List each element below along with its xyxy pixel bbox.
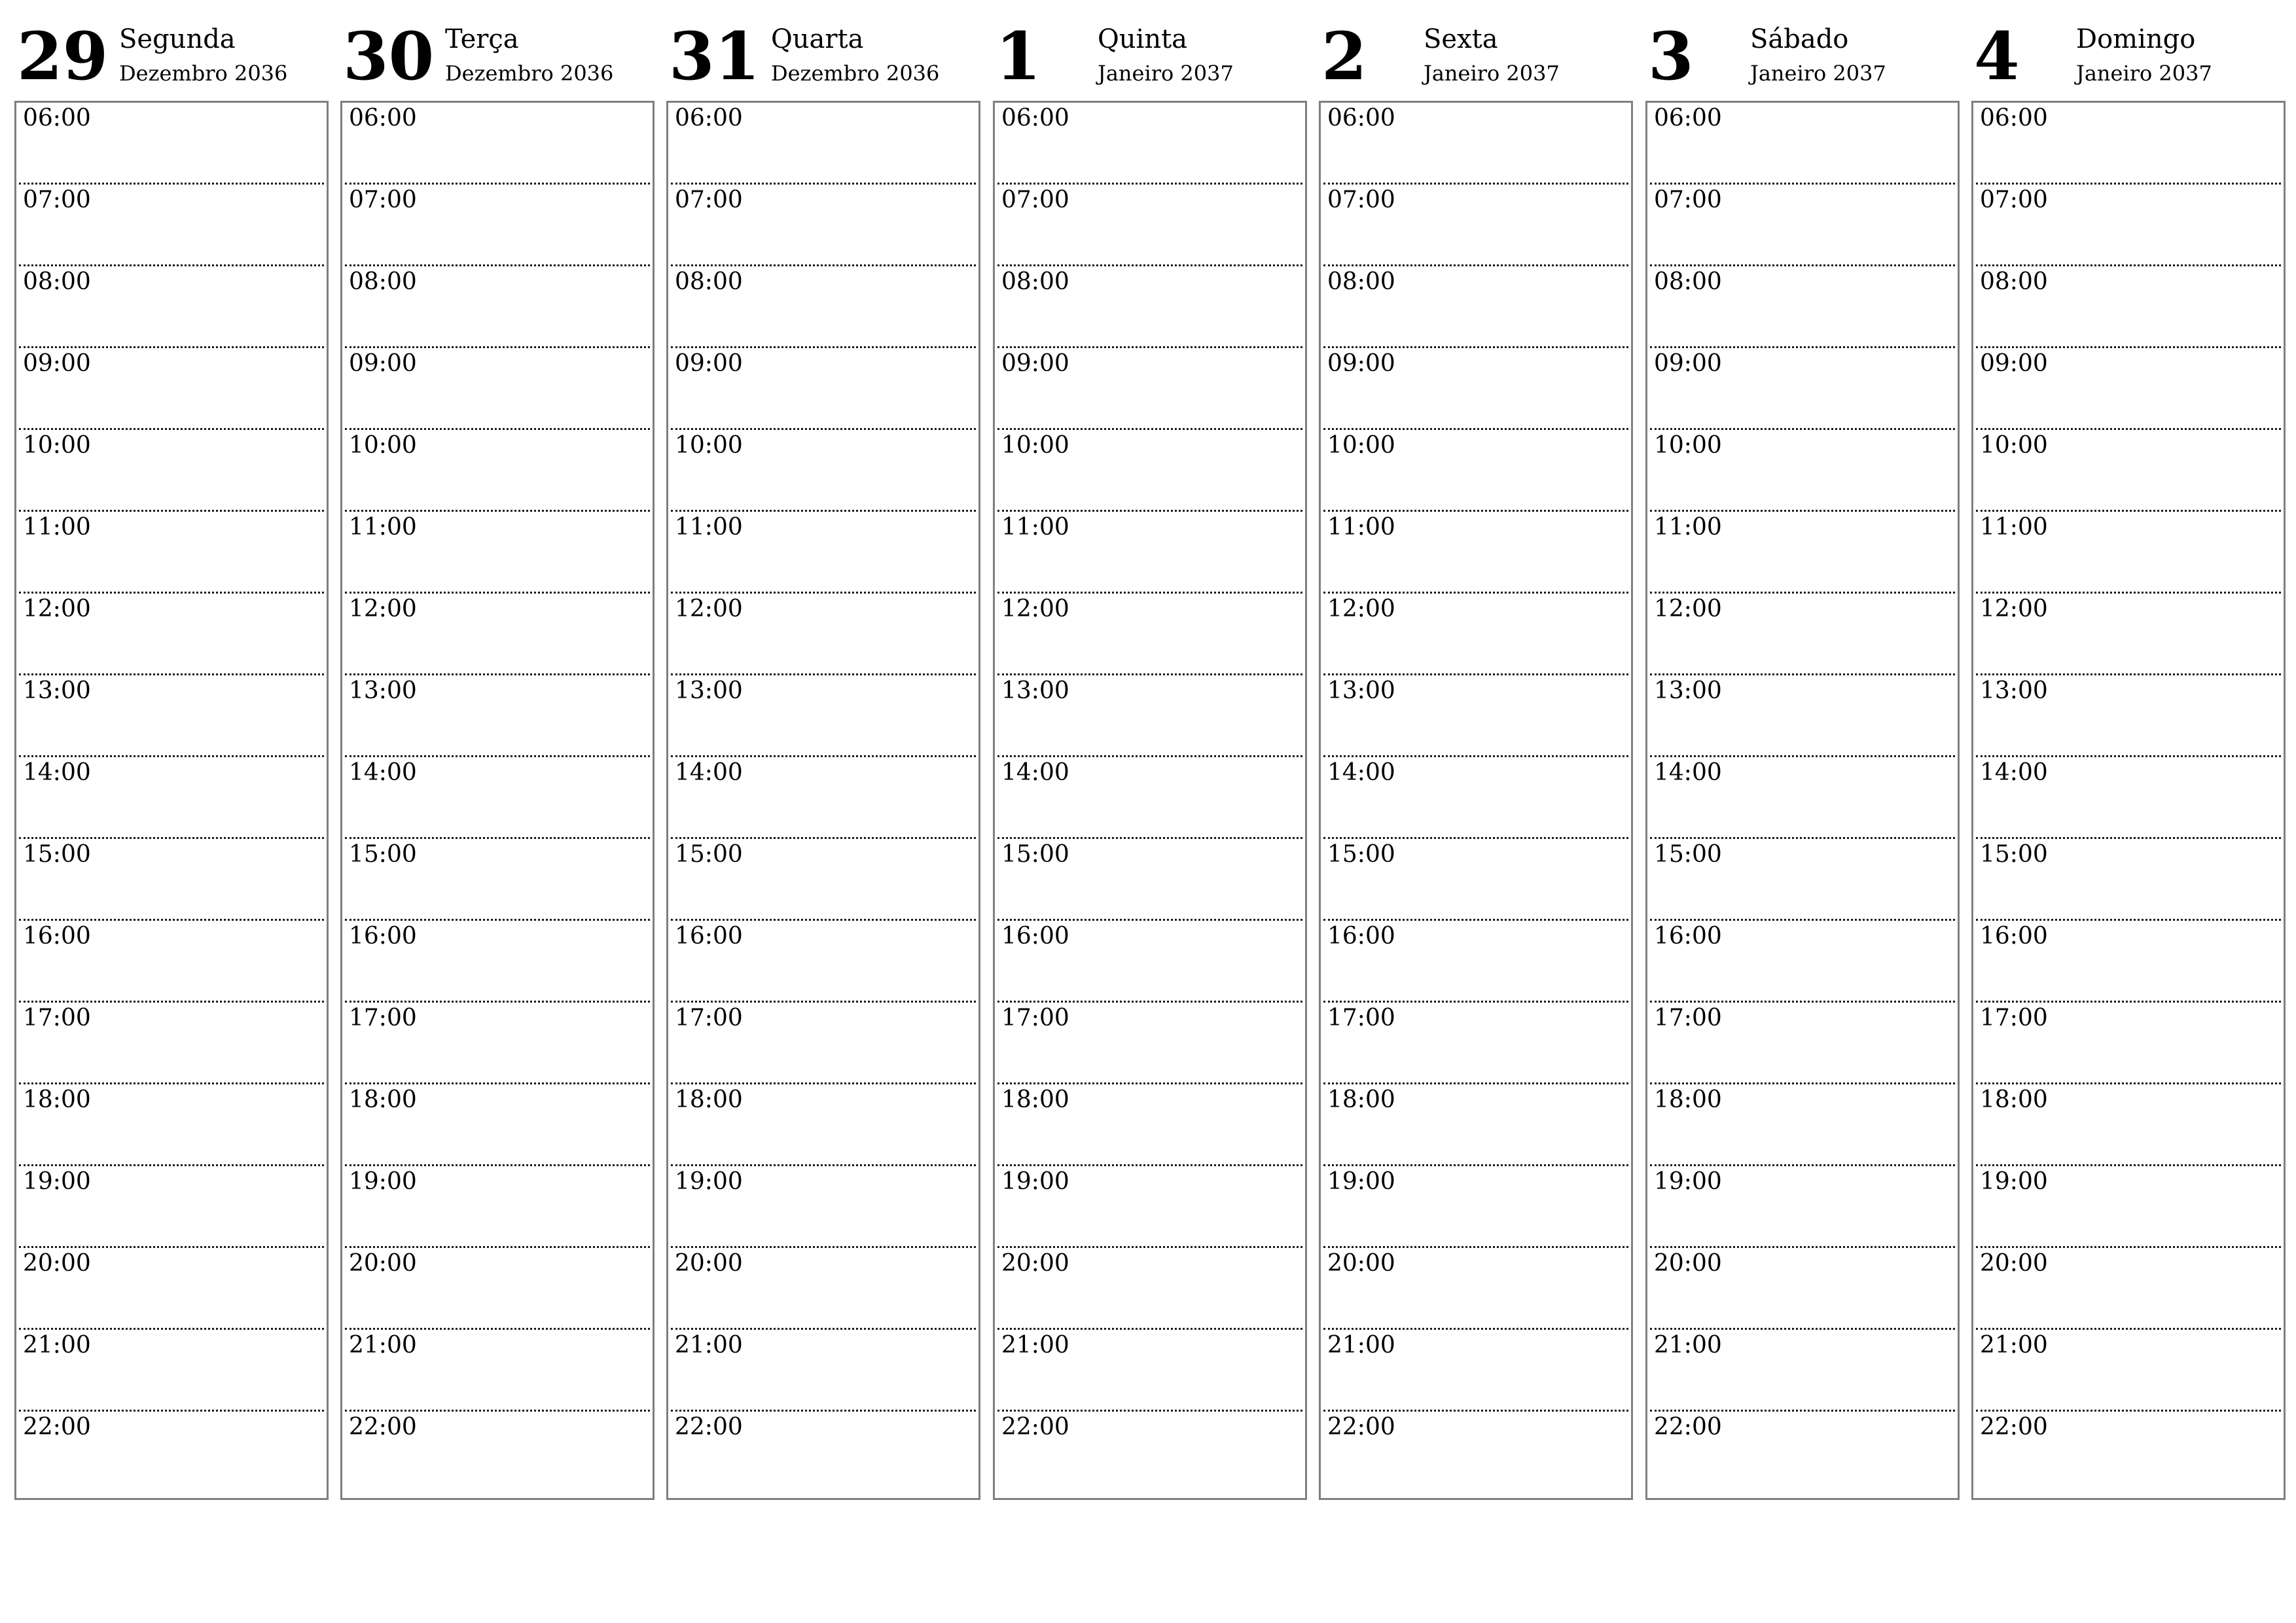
time-label: 06:00 bbox=[1001, 105, 1069, 132]
time-label: 17:00 bbox=[349, 1005, 417, 1031]
time-label: 21:00 bbox=[1980, 1332, 2048, 1359]
time-slot[interactable] bbox=[1647, 921, 1958, 1003]
time-slot[interactable] bbox=[342, 1003, 653, 1084]
time-label: 20:00 bbox=[23, 1250, 91, 1277]
time-slot[interactable] bbox=[1647, 430, 1958, 512]
time-label: 18:00 bbox=[675, 1086, 743, 1113]
time-label: 21:00 bbox=[349, 1332, 417, 1359]
time-slot[interactable] bbox=[16, 839, 327, 921]
time-slot[interactable] bbox=[342, 103, 653, 185]
time-label: 16:00 bbox=[349, 923, 417, 950]
time-slot[interactable] bbox=[1321, 430, 1631, 512]
time-slot[interactable] bbox=[1647, 1003, 1958, 1084]
time-slot[interactable] bbox=[1973, 1412, 2284, 1493]
time-label: 21:00 bbox=[1001, 1332, 1069, 1359]
time-slot[interactable] bbox=[1321, 757, 1631, 839]
day-header bbox=[14, 18, 327, 101]
time-slot[interactable] bbox=[342, 512, 653, 594]
time-label: 21:00 bbox=[23, 1332, 91, 1359]
time-slot[interactable] bbox=[995, 921, 1305, 1003]
time-slot[interactable] bbox=[16, 1084, 327, 1166]
time-label: 15:00 bbox=[1654, 841, 1722, 868]
day-header bbox=[666, 18, 979, 101]
time-label: 15:00 bbox=[1001, 841, 1069, 868]
time-label: 08:00 bbox=[1327, 268, 1395, 295]
time-label: 12:00 bbox=[23, 596, 91, 622]
time-slot[interactable] bbox=[995, 1248, 1305, 1330]
time-slot[interactable] bbox=[1321, 1330, 1631, 1412]
time-slot[interactable] bbox=[16, 594, 327, 675]
time-label: 16:00 bbox=[1327, 923, 1395, 950]
time-label: 09:00 bbox=[675, 350, 743, 377]
time-slot[interactable] bbox=[668, 1003, 978, 1084]
time-slot[interactable] bbox=[16, 103, 327, 185]
time-label: 07:00 bbox=[1001, 187, 1069, 213]
time-label: 18:00 bbox=[1001, 1086, 1069, 1113]
time-label: 13:00 bbox=[675, 677, 743, 704]
time-label: 10:00 bbox=[675, 432, 743, 459]
day-schedule-box bbox=[1319, 101, 1633, 1500]
time-slot[interactable] bbox=[995, 266, 1305, 348]
time-slot[interactable] bbox=[668, 185, 978, 266]
day-schedule-box bbox=[340, 101, 655, 1500]
time-label: 18:00 bbox=[23, 1086, 91, 1113]
time-label: 09:00 bbox=[23, 350, 91, 377]
time-slot[interactable] bbox=[1321, 839, 1631, 921]
day-header bbox=[1971, 18, 2284, 101]
time-label: 08:00 bbox=[349, 268, 417, 295]
time-label: 06:00 bbox=[675, 105, 743, 132]
time-slot[interactable] bbox=[995, 185, 1305, 266]
time-label: 07:00 bbox=[1654, 187, 1722, 213]
time-slot[interactable] bbox=[1647, 348, 1958, 430]
time-label: 15:00 bbox=[675, 841, 743, 868]
day-header bbox=[340, 18, 653, 101]
time-slot[interactable] bbox=[1973, 1166, 2284, 1248]
time-slot[interactable] bbox=[342, 430, 653, 512]
time-slot[interactable] bbox=[668, 675, 978, 757]
time-slot[interactable] bbox=[1647, 839, 1958, 921]
time-label: 11:00 bbox=[1327, 514, 1395, 541]
time-label: 22:00 bbox=[1001, 1414, 1069, 1440]
day-schedule-box bbox=[14, 101, 329, 1500]
time-label: 10:00 bbox=[1001, 432, 1069, 459]
time-label: 20:00 bbox=[1980, 1250, 2048, 1277]
time-label: 11:00 bbox=[1001, 514, 1069, 541]
time-slot[interactable] bbox=[1647, 103, 1958, 185]
time-slot[interactable] bbox=[995, 1330, 1305, 1412]
time-label: 17:00 bbox=[23, 1005, 91, 1031]
day-number: 31 bbox=[669, 18, 761, 95]
month-year: Janeiro 2037 bbox=[2076, 61, 2212, 86]
time-label: 20:00 bbox=[1001, 1250, 1069, 1277]
time-slot[interactable] bbox=[995, 757, 1305, 839]
time-slot[interactable] bbox=[1647, 1330, 1958, 1412]
time-slot[interactable] bbox=[668, 1084, 978, 1166]
time-slot[interactable] bbox=[668, 1248, 978, 1330]
time-label: 12:00 bbox=[1654, 596, 1722, 622]
time-label: 22:00 bbox=[1327, 1414, 1395, 1440]
time-label: 21:00 bbox=[675, 1332, 743, 1359]
time-label: 20:00 bbox=[349, 1250, 417, 1277]
time-label: 17:00 bbox=[675, 1005, 743, 1031]
time-slot[interactable] bbox=[342, 757, 653, 839]
time-label: 20:00 bbox=[675, 1250, 743, 1277]
time-label: 14:00 bbox=[23, 759, 91, 786]
time-slot[interactable] bbox=[1973, 430, 2284, 512]
time-slot[interactable] bbox=[1321, 1412, 1631, 1493]
time-label: 13:00 bbox=[1980, 677, 2048, 704]
time-label: 06:00 bbox=[349, 105, 417, 132]
time-label: 09:00 bbox=[1327, 350, 1395, 377]
day-column bbox=[1319, 18, 1632, 1440]
time-slot[interactable] bbox=[1973, 757, 2284, 839]
time-slot[interactable] bbox=[668, 348, 978, 430]
time-slot[interactable] bbox=[1973, 1084, 2284, 1166]
time-label: 14:00 bbox=[675, 759, 743, 786]
time-slot[interactable] bbox=[1647, 675, 1958, 757]
time-label: 16:00 bbox=[1001, 923, 1069, 950]
time-slot[interactable] bbox=[1973, 594, 2284, 675]
day-number: 2 bbox=[1321, 18, 1367, 95]
time-label: 21:00 bbox=[1327, 1332, 1395, 1359]
time-label: 19:00 bbox=[1654, 1168, 1722, 1195]
time-slot[interactable] bbox=[1973, 266, 2284, 348]
time-slot[interactable] bbox=[995, 1003, 1305, 1084]
time-label: 17:00 bbox=[1654, 1005, 1722, 1031]
day-header bbox=[1319, 18, 1632, 101]
time-label: 10:00 bbox=[23, 432, 91, 459]
time-slot[interactable] bbox=[1647, 185, 1958, 266]
time-label: 18:00 bbox=[1980, 1086, 2048, 1113]
time-slot[interactable] bbox=[1647, 1166, 1958, 1248]
time-label: 19:00 bbox=[1980, 1168, 2048, 1195]
day-number: 3 bbox=[1648, 18, 1694, 95]
time-label: 19:00 bbox=[23, 1168, 91, 1195]
time-label: 07:00 bbox=[1980, 187, 2048, 213]
time-label: 09:00 bbox=[1001, 350, 1069, 377]
day-column bbox=[340, 18, 653, 1440]
time-slot[interactable] bbox=[16, 1003, 327, 1084]
time-slot[interactable] bbox=[995, 348, 1305, 430]
month-year: Janeiro 2037 bbox=[1098, 61, 1234, 86]
time-label: 22:00 bbox=[1654, 1414, 1722, 1440]
day-column bbox=[1645, 18, 1958, 1440]
time-label: 12:00 bbox=[675, 596, 743, 622]
time-slot[interactable] bbox=[1647, 1412, 1958, 1493]
time-slot[interactable] bbox=[16, 266, 327, 348]
time-label: 20:00 bbox=[1327, 1250, 1395, 1277]
time-label: 09:00 bbox=[1980, 350, 2048, 377]
day-column bbox=[666, 18, 979, 1440]
time-slot[interactable] bbox=[1321, 594, 1631, 675]
time-label: 06:00 bbox=[23, 105, 91, 132]
time-label: 11:00 bbox=[1980, 514, 2048, 541]
time-label: 20:00 bbox=[1654, 1250, 1722, 1277]
time-label: 19:00 bbox=[1001, 1168, 1069, 1195]
time-slot[interactable] bbox=[1647, 266, 1958, 348]
time-label: 08:00 bbox=[1654, 268, 1722, 295]
time-label: 13:00 bbox=[349, 677, 417, 704]
time-slot[interactable] bbox=[668, 512, 978, 594]
time-slot[interactable] bbox=[1321, 921, 1631, 1003]
time-label: 21:00 bbox=[1654, 1332, 1722, 1359]
time-slot[interactable] bbox=[1321, 512, 1631, 594]
day-number: 29 bbox=[17, 18, 109, 95]
time-slot[interactable] bbox=[995, 839, 1305, 921]
time-slot[interactable] bbox=[342, 348, 653, 430]
time-slot[interactable] bbox=[995, 103, 1305, 185]
time-slot[interactable] bbox=[668, 594, 978, 675]
time-slot[interactable] bbox=[16, 512, 327, 594]
time-label: 06:00 bbox=[1654, 105, 1722, 132]
time-slot[interactable] bbox=[995, 594, 1305, 675]
time-label: 17:00 bbox=[1980, 1005, 2048, 1031]
time-label: 17:00 bbox=[1327, 1005, 1395, 1031]
month-year: Dezembro 2036 bbox=[771, 61, 940, 86]
time-label: 07:00 bbox=[23, 187, 91, 213]
time-slot[interactable] bbox=[1973, 675, 2284, 757]
time-slot[interactable] bbox=[1973, 1003, 2284, 1084]
time-slot[interactable] bbox=[1973, 512, 2284, 594]
time-slot[interactable] bbox=[668, 839, 978, 921]
time-label: 13:00 bbox=[1001, 677, 1069, 704]
time-label: 16:00 bbox=[1980, 923, 2048, 950]
weekday-name: Quarta bbox=[771, 24, 864, 54]
time-slot[interactable] bbox=[1973, 839, 2284, 921]
time-label: 13:00 bbox=[23, 677, 91, 704]
time-slot[interactable] bbox=[1973, 921, 2284, 1003]
time-slot[interactable] bbox=[1647, 757, 1958, 839]
time-label: 14:00 bbox=[1654, 759, 1722, 786]
time-label: 12:00 bbox=[1001, 596, 1069, 622]
time-label: 11:00 bbox=[675, 514, 743, 541]
time-label: 14:00 bbox=[1980, 759, 2048, 786]
time-slot[interactable] bbox=[1321, 348, 1631, 430]
weekday-name: Terça bbox=[445, 24, 519, 54]
month-year: Janeiro 2037 bbox=[1424, 61, 1560, 86]
time-label: 17:00 bbox=[1001, 1005, 1069, 1031]
time-label: 18:00 bbox=[1327, 1086, 1395, 1113]
time-label: 09:00 bbox=[1654, 350, 1722, 377]
time-slot[interactable] bbox=[1321, 675, 1631, 757]
time-label: 22:00 bbox=[23, 1414, 91, 1440]
time-label: 18:00 bbox=[349, 1086, 417, 1113]
time-slot[interactable] bbox=[16, 1248, 327, 1330]
time-slot[interactable] bbox=[342, 1412, 653, 1493]
time-label: 10:00 bbox=[1327, 432, 1395, 459]
time-slot[interactable] bbox=[1321, 1003, 1631, 1084]
time-slot[interactable] bbox=[1973, 103, 2284, 185]
time-slot[interactable] bbox=[342, 266, 653, 348]
time-label: 15:00 bbox=[1980, 841, 2048, 868]
time-label: 08:00 bbox=[1980, 268, 2048, 295]
time-slot[interactable] bbox=[668, 430, 978, 512]
time-label: 16:00 bbox=[1654, 923, 1722, 950]
time-label: 15:00 bbox=[23, 841, 91, 868]
time-label: 13:00 bbox=[1654, 677, 1722, 704]
time-slot[interactable] bbox=[668, 1166, 978, 1248]
day-column bbox=[1971, 18, 2284, 1440]
time-label: 10:00 bbox=[1654, 432, 1722, 459]
time-slot[interactable] bbox=[16, 185, 327, 266]
time-slot[interactable] bbox=[668, 103, 978, 185]
day-schedule-box bbox=[1971, 101, 2286, 1500]
time-slot[interactable] bbox=[1973, 1248, 2284, 1330]
time-label: 07:00 bbox=[675, 187, 743, 213]
time-label: 11:00 bbox=[23, 514, 91, 541]
weekday-name: Quinta bbox=[1098, 24, 1188, 54]
time-label: 14:00 bbox=[1001, 759, 1069, 786]
day-header bbox=[993, 18, 1306, 101]
weekday-name: Domingo bbox=[2076, 24, 2196, 54]
time-label: 18:00 bbox=[1654, 1086, 1722, 1113]
time-slot[interactable] bbox=[1321, 266, 1631, 348]
day-number: 4 bbox=[1974, 18, 2020, 95]
time-slot[interactable] bbox=[1973, 185, 2284, 266]
time-slot[interactable] bbox=[668, 921, 978, 1003]
day-schedule-box bbox=[666, 101, 980, 1500]
time-label: 19:00 bbox=[675, 1168, 743, 1195]
time-slot[interactable] bbox=[1321, 1166, 1631, 1248]
time-label: 13:00 bbox=[1327, 677, 1395, 704]
day-schedule-box bbox=[993, 101, 1307, 1500]
time-slot[interactable] bbox=[342, 1084, 653, 1166]
time-slot[interactable] bbox=[1647, 594, 1958, 675]
time-label: 10:00 bbox=[349, 432, 417, 459]
day-header bbox=[1645, 18, 1958, 101]
time-slot[interactable] bbox=[1321, 1084, 1631, 1166]
time-label: 08:00 bbox=[675, 268, 743, 295]
time-slot[interactable] bbox=[342, 839, 653, 921]
time-slot[interactable] bbox=[1321, 1248, 1631, 1330]
time-label: 14:00 bbox=[349, 759, 417, 786]
time-slot[interactable] bbox=[995, 1166, 1305, 1248]
time-slot[interactable] bbox=[342, 185, 653, 266]
weekday-name: Segunda bbox=[119, 24, 236, 54]
day-number: 1 bbox=[996, 18, 1041, 95]
time-label: 07:00 bbox=[1327, 187, 1395, 213]
time-slot[interactable] bbox=[995, 512, 1305, 594]
time-slot[interactable] bbox=[16, 1330, 327, 1412]
time-slot[interactable] bbox=[16, 1166, 327, 1248]
time-slot[interactable] bbox=[995, 430, 1305, 512]
time-slot[interactable] bbox=[16, 675, 327, 757]
time-slot[interactable] bbox=[995, 675, 1305, 757]
time-slot[interactable] bbox=[668, 757, 978, 839]
time-slot[interactable] bbox=[342, 1330, 653, 1412]
time-label: 12:00 bbox=[1327, 596, 1395, 622]
time-slot[interactable] bbox=[342, 675, 653, 757]
day-number: 30 bbox=[343, 18, 435, 95]
time-slot[interactable] bbox=[1321, 185, 1631, 266]
time-slot[interactable] bbox=[1647, 1084, 1958, 1166]
weekday-name: Sexta bbox=[1424, 24, 1498, 54]
time-label: 12:00 bbox=[1980, 596, 2048, 622]
time-slot[interactable] bbox=[668, 1330, 978, 1412]
month-year: Dezembro 2036 bbox=[445, 61, 614, 86]
time-slot[interactable] bbox=[1321, 103, 1631, 185]
time-slot[interactable] bbox=[16, 921, 327, 1003]
time-label: 22:00 bbox=[349, 1414, 417, 1440]
time-label: 19:00 bbox=[1327, 1168, 1395, 1195]
day-column bbox=[993, 18, 1306, 1440]
time-slot[interactable] bbox=[995, 1084, 1305, 1166]
time-label: 11:00 bbox=[349, 514, 417, 541]
time-label: 22:00 bbox=[675, 1414, 743, 1440]
time-label: 15:00 bbox=[349, 841, 417, 868]
time-label: 09:00 bbox=[349, 350, 417, 377]
time-slot[interactable] bbox=[1973, 348, 2284, 430]
time-label: 08:00 bbox=[23, 268, 91, 295]
time-slot[interactable] bbox=[16, 757, 327, 839]
time-label: 14:00 bbox=[1327, 759, 1395, 786]
time-label: 06:00 bbox=[1980, 105, 2048, 132]
day-column bbox=[14, 18, 327, 1440]
time-slot[interactable] bbox=[342, 594, 653, 675]
time-label: 07:00 bbox=[349, 187, 417, 213]
time-slot[interactable] bbox=[342, 1166, 653, 1248]
time-label: 16:00 bbox=[23, 923, 91, 950]
time-label: 06:00 bbox=[1327, 105, 1395, 132]
day-schedule-box bbox=[1645, 101, 1960, 1500]
time-slot[interactable] bbox=[16, 430, 327, 512]
time-label: 22:00 bbox=[1980, 1414, 2048, 1440]
time-label: 08:00 bbox=[1001, 268, 1069, 295]
time-slot[interactable] bbox=[16, 1412, 327, 1493]
time-label: 11:00 bbox=[1654, 514, 1722, 541]
weekday-name: Sábado bbox=[1750, 24, 1849, 54]
time-label: 16:00 bbox=[675, 923, 743, 950]
time-slot[interactable] bbox=[16, 348, 327, 430]
time-label: 19:00 bbox=[349, 1168, 417, 1195]
time-slot[interactable] bbox=[995, 1412, 1305, 1493]
time-slot[interactable] bbox=[1647, 1248, 1958, 1330]
month-year: Janeiro 2037 bbox=[1750, 61, 1886, 86]
time-label: 12:00 bbox=[349, 596, 417, 622]
time-label: 10:00 bbox=[1980, 432, 2048, 459]
time-slot[interactable] bbox=[668, 266, 978, 348]
time-slot[interactable] bbox=[342, 921, 653, 1003]
time-label: 15:00 bbox=[1327, 841, 1395, 868]
time-slot[interactable] bbox=[1647, 512, 1958, 594]
month-year: Dezembro 2036 bbox=[119, 61, 288, 86]
time-slot[interactable] bbox=[1973, 1330, 2284, 1412]
time-slot[interactable] bbox=[342, 1248, 653, 1330]
time-slot[interactable] bbox=[668, 1412, 978, 1493]
